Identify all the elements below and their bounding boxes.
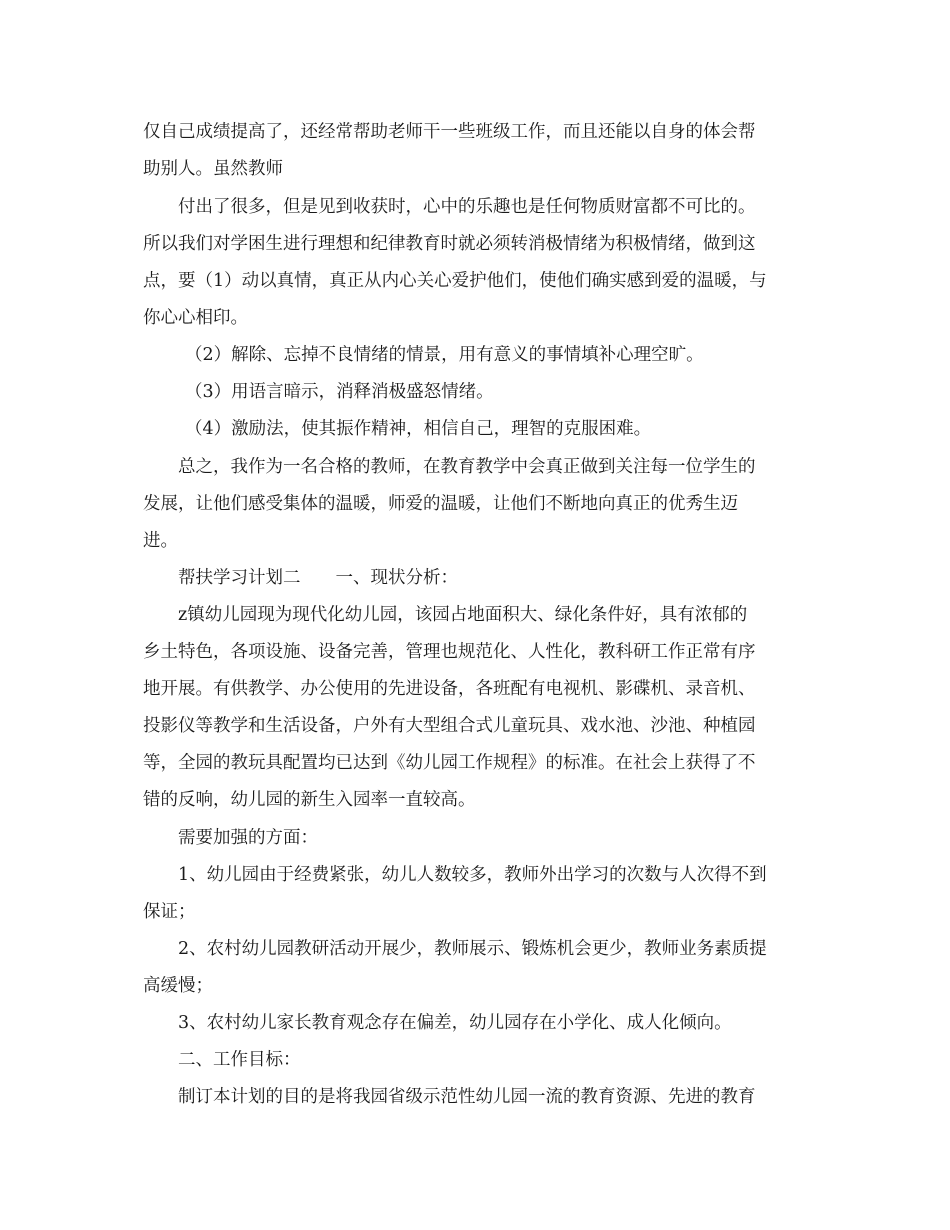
text-line: 发展，让他们感受集体的温暖，师爱的温暖，让他们不断地向真正的优秀生迈 bbox=[143, 494, 738, 514]
text-line: （2）解除、忘掉不良情绪的情景，用有意义的事情填补心理空旷。 bbox=[185, 345, 704, 365]
text-line: 1、幼儿园由于经费紧张，幼儿人数较多，教师外出学习的次数与人次得不到 bbox=[178, 865, 767, 885]
text-line: 仅自己成绩提高了，还经常帮助老师干一些班级工作，而且还能以自身的体会帮 bbox=[143, 122, 756, 142]
text-line: （3）用语言暗示，消释消极盛怒情绪。 bbox=[185, 382, 494, 402]
text-line: 2、农村幼儿园教研活动开展少，教师展示、锻炼机会更少，教师业务素质提 bbox=[178, 939, 767, 959]
text-line: 保证； bbox=[143, 902, 196, 922]
text-line: 地开展。有供教学、办公使用的先进设备，各班配有电视机、影碟机、录音机、 bbox=[143, 679, 756, 699]
text-line: 错的反响，幼儿园的新生入园率一直较高。 bbox=[143, 790, 476, 810]
text-line: 制订本计划的目的是将我园省级示范性幼儿园一流的教育资源、先进的教育 bbox=[178, 1087, 756, 1107]
text-line: 所以我们对学困生进行理想和纪律教育时就必须转消极情绪为积极情绪，做到这 bbox=[143, 234, 756, 254]
text-line: 帮扶学习计划二 一、现状分析： bbox=[178, 568, 458, 588]
text-line: 乡土特色，各项设施、设备完善，管理也规范化、人性化，教科研工作正常有序 bbox=[143, 642, 756, 662]
text-line: （4）激励法，使其振作精神，相信自己，理智的克服困难。 bbox=[185, 419, 652, 439]
text-line: 高缓慢； bbox=[143, 976, 213, 996]
text-line: 等，全园的教玩具配置均已达到《幼儿园工作规程》的标准。在社会上获得了不 bbox=[143, 753, 756, 773]
text-line: 点，要（1）动以真情，真正从内心关心爱护他们，使他们确实感到爱的温暖，与 bbox=[143, 271, 767, 291]
text-line: z镇幼儿园现为现代化幼儿园，该园占地面积大、绿化条件好，具有浓郁的 bbox=[178, 605, 748, 625]
text-line: 3、农村幼儿家长教育观念存在偏差，幼儿园存在小学化、成人化倾向。 bbox=[178, 1013, 732, 1033]
text-line: 你心心相印。 bbox=[143, 308, 248, 328]
text-line: 投影仪等教学和生活设备，户外有大型组合式儿童玩具、戏水池、沙池、种植园 bbox=[143, 716, 756, 736]
text-line: 进。 bbox=[143, 531, 178, 551]
text-line: 助别人。虽然教师 bbox=[143, 159, 283, 179]
text-line: 二、工作目标： bbox=[178, 1050, 301, 1070]
text-line: 需要加强的方面： bbox=[178, 828, 318, 848]
text-line: 付出了很多，但是见到收获时，心中的乐趣也是任何物质财富都不可比的。 bbox=[178, 197, 756, 217]
text-line: 总之，我作为一名合格的教师，在教育教学中会真正做到关注每一位学生的 bbox=[178, 457, 756, 477]
